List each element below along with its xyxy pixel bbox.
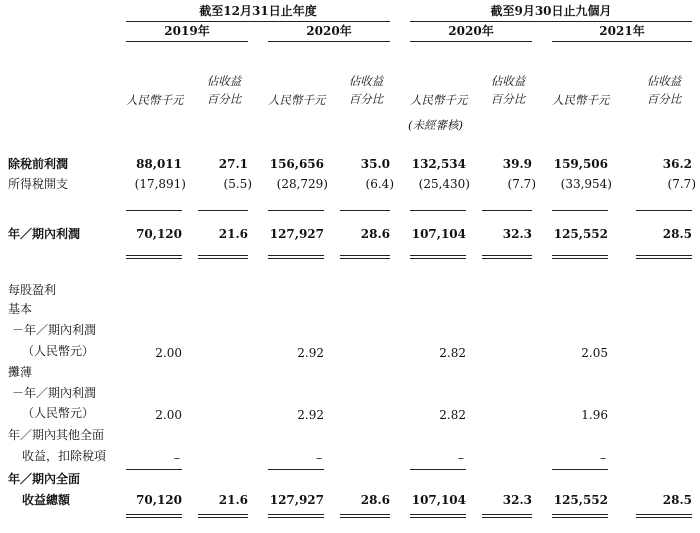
rule-total-top: [126, 469, 182, 470]
double-rule-profit: [636, 255, 692, 259]
table-cell: 21.6: [218, 227, 248, 241]
double-rule-total: [552, 514, 608, 518]
double-rule-total: [636, 514, 692, 518]
year-2021-sep: 2021年: [599, 24, 645, 38]
table-cell: 2.92: [297, 346, 324, 360]
col-pct-1-l2: 百分比: [206, 92, 242, 106]
total-label-2: 收益總額: [22, 493, 71, 507]
table-cell: 39.9: [502, 157, 532, 171]
table-cell: 125,552: [553, 227, 608, 241]
double-rule-profit: [482, 255, 532, 259]
table-cell: 125,552: [553, 493, 608, 507]
double-rule-total: [126, 514, 182, 518]
eps-basic-sub2: （人民幣元）: [22, 344, 95, 358]
table-cell: 28.6: [360, 227, 390, 241]
col-pct-1-l1: 佔收益: [206, 74, 242, 88]
header-rule-nine-months: [410, 21, 692, 22]
rule-profit-top: [636, 210, 692, 211]
table-cell: 132,534: [411, 157, 466, 171]
rule-total-top: [552, 469, 608, 470]
oci-label-1: 年／期內其他全面: [8, 428, 105, 442]
table-cell: 2.00: [155, 408, 182, 422]
rule-profit-top: [198, 210, 248, 211]
col-rmb-4: 人民幣千元: [552, 93, 610, 107]
table-cell: 32.3: [502, 227, 532, 241]
table-cell: 21.6: [218, 493, 248, 507]
table-cell: 107,104: [411, 493, 466, 507]
year-rule-2019: [126, 41, 248, 42]
header-group-year: 截至12月31日止年度: [199, 4, 317, 18]
double-rule-total: [198, 514, 248, 518]
col-pct-2-l1: 佔收益: [348, 74, 384, 88]
col-pct-4-l1: 佔收益: [646, 74, 682, 88]
table-cell: 156,656: [269, 157, 324, 171]
table-cell: 2.82: [439, 346, 466, 360]
rule-profit-top: [126, 210, 182, 211]
year-rule-2020-sep: [410, 41, 532, 42]
table-cell: 127,927: [269, 227, 324, 241]
double-rule-total: [340, 514, 390, 518]
oci-label-2: 收益，扣除稅項: [22, 449, 107, 463]
year-rule-2020: [268, 41, 390, 42]
table-cell: (17,891): [134, 177, 186, 191]
col-pct-4-l2: 百分比: [646, 92, 682, 106]
rule-profit-top: [482, 210, 532, 211]
eps-title: 每股盈利: [8, 283, 57, 297]
table-cell: –: [174, 451, 180, 465]
table-cell: 28.5: [662, 493, 692, 507]
table-cell: (7.7): [507, 177, 536, 191]
year-2019: 2019年: [164, 24, 210, 38]
rule-total-top: [268, 469, 324, 470]
table-cell: 70,120: [136, 227, 182, 241]
table-cell: 159,506: [553, 157, 608, 171]
table-cell: 1.96: [581, 408, 608, 422]
table-cell: 28.5: [662, 227, 692, 241]
col-rmb-3: 人民幣千元: [410, 93, 468, 107]
table-cell: 127,927: [269, 493, 324, 507]
double-rule-total: [410, 514, 466, 518]
total-label-1: 年／期內全面: [8, 472, 81, 486]
row-tax-label: 所得稅開支: [8, 177, 69, 191]
eps-diluted-sub1: －年／期內利潤: [12, 386, 97, 400]
table-cell: 35.0: [360, 157, 390, 171]
table-cell: (28,729): [276, 177, 328, 191]
rule-profit-top: [552, 210, 608, 211]
table-cell: 2.92: [297, 408, 324, 422]
table-cell: 2.00: [155, 346, 182, 360]
double-rule-total: [482, 514, 532, 518]
table-cell: 2.82: [439, 408, 466, 422]
row-profit-label: 年／期內利潤: [8, 227, 81, 241]
table-cell: 2.05: [581, 346, 608, 360]
col-pct-3-l1: 佔收益: [490, 74, 526, 88]
table-cell: 36.2: [662, 157, 692, 171]
eps-diluted-sub2: （人民幣元）: [22, 406, 95, 420]
rule-profit-top: [268, 210, 324, 211]
double-rule-profit: [198, 255, 248, 259]
double-rule-profit: [340, 255, 390, 259]
table-cell: (7.7): [667, 177, 696, 191]
table-cell: –: [316, 451, 322, 465]
col-pct-2-l2: 百分比: [348, 92, 384, 106]
eps-diluted-label: 攤薄: [8, 365, 33, 379]
double-rule-total: [268, 514, 324, 518]
table-cell: 28.6: [360, 493, 390, 507]
col-rmb-2: 人民幣千元: [268, 93, 326, 107]
table-cell: 27.1: [218, 157, 248, 171]
rule-profit-top: [410, 210, 466, 211]
header-group-nine-months: 截至9月30日止九個月: [490, 4, 612, 18]
header-rule-year: [126, 21, 390, 22]
year-2020: 2020年: [306, 24, 352, 38]
table-cell: (5.5): [223, 177, 252, 191]
rule-total-top: [410, 469, 466, 470]
double-rule-profit: [552, 255, 608, 259]
eps-basic-sub1: －年／期內利潤: [12, 323, 97, 337]
double-rule-profit: [268, 255, 324, 259]
table-cell: 107,104: [411, 227, 466, 241]
table-cell: 70,120: [136, 493, 182, 507]
year-rule-2021-sep: [552, 41, 692, 42]
col-rmb-1: 人民幣千元: [126, 93, 184, 107]
eps-basic-label: 基本: [8, 302, 33, 316]
year-2020-sep: 2020年: [448, 24, 494, 38]
double-rule-profit: [126, 255, 182, 259]
col-pct-3-l2: 百分比: [490, 92, 526, 106]
table-cell: (6.4): [365, 177, 394, 191]
rule-profit-top: [340, 210, 390, 211]
table-cell: –: [458, 451, 464, 465]
table-cell: (33,954): [560, 177, 612, 191]
double-rule-profit: [410, 255, 466, 259]
table-cell: (25,430): [418, 177, 470, 191]
col-unaudited: (未經審核): [408, 118, 463, 132]
table-cell: 32.3: [502, 493, 532, 507]
table-cell: 88,011: [136, 157, 182, 171]
table-cell: –: [600, 451, 606, 465]
row-pretax-label: 除稅前利潤: [8, 157, 69, 171]
